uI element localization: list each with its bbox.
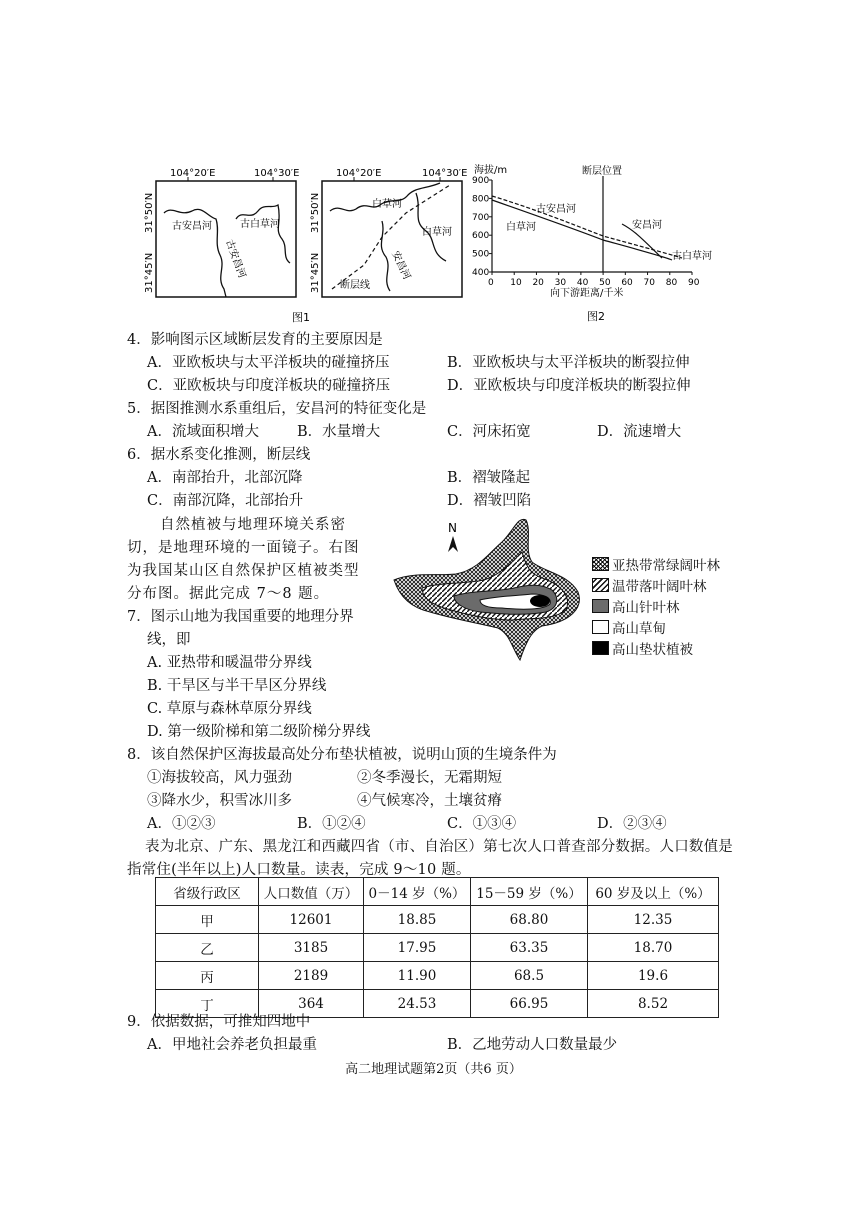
fig2-xtick-label: 0 <box>488 278 494 288</box>
table-header: 60 岁及以上（%） <box>588 878 719 906</box>
north-arrow-label: N <box>448 521 457 535</box>
fig2-xtick-label: 90 <box>688 278 700 288</box>
table-header: 人口数值（万） <box>259 878 364 906</box>
q5-option-c[interactable]: C．河床拓宽 <box>447 424 531 440</box>
map-a-lon-right: 104°30′E <box>254 168 300 179</box>
figure-2-caption: 图2 <box>587 310 605 323</box>
population-table-wrapper <box>155 877 719 1018</box>
legend-label-cushion: 高山垫状植被 <box>612 641 693 658</box>
legend-label-subtropical: 亚热带常绿阔叶林 <box>612 557 720 574</box>
legend-swatch-white <box>592 620 609 634</box>
q6-option-c[interactable]: C．南部沉降，北部抬升 <box>147 493 304 509</box>
fig2-label-1: 古安昌河 <box>536 204 576 215</box>
table-header: 省级行政区 <box>156 878 259 906</box>
map-b-lat-bottom: 31°45′N <box>310 252 321 293</box>
q7-stem-line-1: 7．图示山地为我国重要的地理分界 <box>127 609 354 625</box>
q5-option-a[interactable]: A．流域面积增大 <box>147 424 259 440</box>
legend-item-meadow <box>592 616 720 637</box>
map-b-lon-right: 104°30′E <box>422 168 468 179</box>
q4-option-b[interactable]: B．亚欧板块与太平洋板块的断裂拉伸 <box>447 355 690 371</box>
fig2-yticks <box>472 176 492 278</box>
table-cell: 18.85 <box>364 906 471 934</box>
fig2-label-3: 安昌河 <box>632 220 662 231</box>
population-table <box>155 877 719 1018</box>
table-row <box>156 934 719 962</box>
table-header: 0－14 岁（%） <box>364 878 471 906</box>
legend-swatch-cross-hatch <box>592 557 609 571</box>
fig2-ytick-label: 600 <box>472 231 490 242</box>
table-cell: 8.52 <box>588 990 719 1018</box>
q8-statement-4: ④气候寒冷，土壤贫瘠 <box>357 793 502 809</box>
map-a-lat-bottom: 31°45′N <box>144 252 155 293</box>
vegetation-legend <box>592 553 720 658</box>
figure-2-profile <box>472 162 712 328</box>
table-cell: 24.53 <box>364 990 471 1018</box>
fig2-xlabel: 向下游距离/千米 <box>550 288 624 299</box>
q4-stem: 4．影响图示区域断层发育的主要原因是 <box>127 332 383 348</box>
q6-stem: 6．据水系变化推测，断层线 <box>127 447 311 463</box>
table-cell: 乙 <box>156 934 259 962</box>
fig2-ytick-label: 700 <box>472 212 490 223</box>
table-cell: 丙 <box>156 962 259 990</box>
q9-option-a[interactable]: A．甲地社会养老负担最重 <box>147 1037 317 1053</box>
map-a-lat-top: 31°50′N <box>144 192 155 233</box>
q8-statement-3: ③降水少，积雪冰川多 <box>147 793 292 809</box>
intro-7-8-line-1: 自然植被与地理环境关系密 <box>160 517 346 533</box>
legend-item-subtropical <box>592 553 720 574</box>
table-cell: 12.35 <box>588 906 719 934</box>
north-arrow-icon <box>448 536 458 552</box>
fig2-ytick-label: 800 <box>472 194 490 205</box>
q8-option-a[interactable]: A．①②③ <box>147 816 216 832</box>
fig2-ytick-label: 400 <box>472 268 490 278</box>
fig2-xtick-label: 70 <box>643 278 656 288</box>
map-a-river-gu-baicao <box>236 205 290 263</box>
legend-swatch-black <box>592 641 609 655</box>
table-cell: 19.6 <box>588 962 719 990</box>
q7-option-a[interactable]: A. 亚热带和暖温带分界线 <box>147 655 312 671</box>
table-cell: 18.70 <box>588 934 719 962</box>
legend-item-conifer <box>592 595 720 616</box>
fig2-xtick-label: 20 <box>532 278 544 288</box>
table-cell: 364 <box>259 990 364 1018</box>
vegetation-map <box>392 512 592 664</box>
q4-option-c[interactable]: C．亚欧板块与印度洋板块的碰撞挤压 <box>147 378 391 394</box>
map-a-label-3: 古安昌河 <box>223 238 248 280</box>
q4-option-d[interactable]: D．亚欧板块与印度洋板块的断裂拉伸 <box>447 378 691 394</box>
legend-label-conifer: 高山针叶林 <box>612 599 680 616</box>
fig2-xticks <box>488 272 700 288</box>
table-cell: 17.95 <box>364 934 471 962</box>
intro-7-8-line-4: 分布图。据此完成 7～8 题。 <box>127 586 330 602</box>
table-cell: 66.95 <box>471 990 588 1018</box>
q6-option-d[interactable]: D．褶皱凹陷 <box>447 493 532 509</box>
table-cell: 12601 <box>259 906 364 934</box>
table-cell: 68.5 <box>471 962 588 990</box>
intro-7-8-line-3: 为我国某山区自然保护区植被类型 <box>127 563 360 579</box>
intro-9-10-line-2: 指常住(半年以上)人口数量。读表，完成 9～10 题。 <box>127 862 471 878</box>
fig2-xtick-label: 40 <box>576 278 589 288</box>
q8-stem: 8．该自然保护区海拔最高处分布垫状植被，说明山顶的生境条件为 <box>127 747 557 763</box>
fig2-xtick-label: 60 <box>621 278 633 288</box>
q8-statement-2: ②冬季漫长，无霜期短 <box>357 770 502 786</box>
legend-item-temperate <box>592 574 720 595</box>
table-cell: 3185 <box>259 934 364 962</box>
q7-option-d[interactable]: D. 第一级阶梯和第二级阶梯分界线 <box>147 724 371 740</box>
intro-7-8-line-2: 切，是地理环境的一面镜子。右图 <box>127 540 360 556</box>
q8-option-d[interactable]: D．②③④ <box>597 816 667 832</box>
q5-option-d[interactable]: D．流速增大 <box>597 424 682 440</box>
map-a-label-2: 古白草河 <box>240 219 280 230</box>
q7-stem-line-2: 线，即 <box>147 632 191 648</box>
map-a-frame <box>156 181 296 297</box>
q4-option-a[interactable]: A．亚欧板块与太平洋板块的碰撞挤压 <box>147 355 390 371</box>
map-b-label-3: 安昌河 <box>389 249 412 282</box>
map-b-river-anchang <box>381 221 390 291</box>
map-b-label-2: 白草河 <box>422 227 452 238</box>
map-b-lat-top: 31°50′N <box>310 192 321 233</box>
table-header: 15－59 岁（%） <box>471 878 588 906</box>
fig2-ylabel: 海拔/m <box>474 165 508 176</box>
q6-option-a[interactable]: A．南部抬升，北部沉降 <box>147 470 303 486</box>
legend-label-temperate: 温带落叶阔叶林 <box>612 578 707 595</box>
q7-option-c[interactable]: C. 草原与森林草原分界线 <box>147 701 312 717</box>
figure-2 <box>472 162 712 328</box>
q9-stem: 9．依据数据，可推知四地中 <box>127 1014 311 1030</box>
figure-1 <box>144 165 470 325</box>
table-cell: 68.80 <box>471 906 588 934</box>
page-footer: 高二地理试题第2页（共6 页） <box>345 1062 522 1077</box>
figure-1-caption: 图1 <box>292 311 310 324</box>
table-row <box>156 962 719 990</box>
q8-statement-1: ①海拔较高，风力强劲 <box>147 770 292 786</box>
vegetation-map-svg <box>392 512 592 664</box>
map-a-lon-left: 104°20′E <box>170 168 216 179</box>
fig2-xtick-label: 80 <box>665 278 678 288</box>
table-header-row <box>156 878 719 906</box>
veg-cushion-area <box>530 595 550 607</box>
table-cell: 2189 <box>259 962 364 990</box>
map-b-label-1: 白草河 <box>372 199 402 210</box>
fig2-fault-label: 断层位置 <box>582 166 622 177</box>
legend-item-cushion <box>592 637 720 658</box>
q8-option-b[interactable]: B．①②④ <box>297 816 366 832</box>
fig2-xtick-label: 10 <box>510 278 522 288</box>
q7-option-b[interactable]: B. 干旱区与半干旱区分界线 <box>147 678 327 694</box>
map-b-lon-left: 104°20′E <box>336 168 382 179</box>
fig2-label-2: 白草河 <box>506 222 536 233</box>
table-cell: 11.90 <box>364 962 471 990</box>
intro-9-10-line-1: 表为北京、广东、黑龙江和西藏四省（市、自治区）第七次人口普查部分数据。人口数值是 <box>145 839 733 855</box>
table-cell: 丁 <box>156 990 259 1018</box>
fig2-ytick-label: 500 <box>472 249 490 260</box>
q9-option-b[interactable]: B．乙地劳动人口数量最少 <box>447 1037 618 1053</box>
fig2-label-4: 古白草河 <box>672 251 712 262</box>
q5-option-b[interactable]: B．水量增大 <box>297 424 381 440</box>
fig2-xtick-label: 50 <box>599 278 611 288</box>
q5-stem: 5．据图推测水系重组后，安昌河的特征变化是 <box>127 401 427 417</box>
table-cell: 63.35 <box>471 934 588 962</box>
legend-swatch-gray <box>592 599 609 613</box>
q8-option-c[interactable]: C．①③④ <box>447 816 517 832</box>
q6-option-b[interactable]: B．褶皱隆起 <box>447 470 531 486</box>
legend-label-meadow: 高山草甸 <box>612 620 666 637</box>
map-b-label-fault: 断层线 <box>340 280 370 291</box>
table-cell: 甲 <box>156 906 259 934</box>
figure-1-maps <box>144 165 470 325</box>
fig2-xtick-label: 30 <box>554 278 567 288</box>
legend-swatch-diagonal <box>592 578 609 592</box>
map-a-label-1: 古安昌河 <box>172 221 212 232</box>
table-row <box>156 906 719 934</box>
fig2-ytick-label: 900 <box>472 176 490 186</box>
